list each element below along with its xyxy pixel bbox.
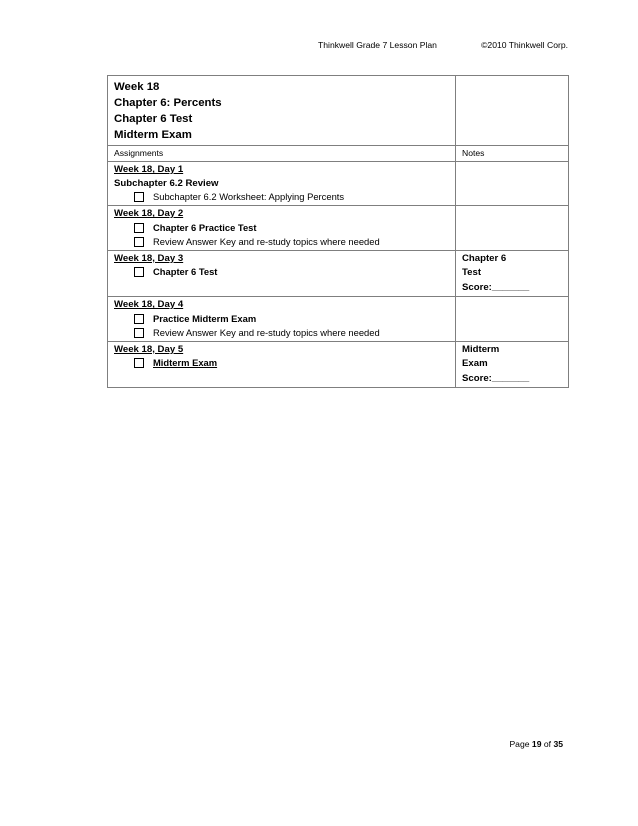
- day-row: [108, 250, 569, 297]
- task-item: [114, 326, 449, 340]
- day-assignments-cell: [108, 341, 456, 388]
- checkbox[interactable]: [134, 223, 144, 233]
- day-notes-cell: [456, 206, 569, 251]
- exam-title: Midterm Exam: [114, 129, 192, 141]
- day-title: Week 18, Day 1: [114, 164, 184, 175]
- page-number: 19: [531, 739, 542, 749]
- day-notes-cell: [456, 250, 569, 297]
- task-label: Practice Midterm Exam: [153, 312, 257, 324]
- test-title: Chapter 6 Test: [114, 113, 193, 125]
- day-title: Week 18, Day 5: [114, 343, 184, 355]
- day-assignments-cell: [108, 250, 456, 297]
- task-item: [114, 265, 449, 279]
- day-notes-cell: [456, 162, 569, 206]
- title-row: [108, 76, 569, 146]
- checkbox[interactable]: [134, 358, 144, 368]
- page-label: Page: [509, 739, 530, 749]
- day-assignments-cell: [108, 206, 456, 251]
- notes-header: Notes: [456, 146, 569, 162]
- of-label: of: [543, 739, 552, 749]
- task-label: Chapter 6 Practice Test: [153, 221, 257, 233]
- page-header: [318, 40, 568, 50]
- score-line: Score:_______: [462, 281, 530, 293]
- day-row: [108, 162, 569, 206]
- day-subtitle: Subchapter 6.2 Review: [114, 177, 219, 189]
- note-line: Midterm: [462, 343, 500, 355]
- checkbox[interactable]: [134, 314, 144, 324]
- day-title: Week 18, Day 2: [114, 208, 184, 219]
- task-label: Subchapter 6.2 Worksheet: Applying Percents: [153, 191, 345, 202]
- checkbox[interactable]: [134, 192, 144, 202]
- day-assignments-cell: [108, 297, 456, 342]
- task-item: [114, 312, 449, 326]
- page-total: 35: [553, 739, 563, 749]
- column-header-row: [108, 146, 569, 162]
- chapter-title: Chapter 6: Percents: [114, 97, 222, 109]
- day-title: Week 18, Day 3: [114, 252, 184, 264]
- checkbox[interactable]: [134, 237, 144, 247]
- day-row: [108, 341, 569, 388]
- title-cell: [108, 76, 456, 146]
- lesson-plan-table: [107, 75, 569, 388]
- document-title: Thinkwell Grade 7 Lesson Plan: [318, 40, 437, 50]
- task-item: [114, 190, 449, 204]
- task-label: Review Answer Key and re-study topics where needed: [153, 235, 380, 247]
- score-line: Score:_______: [462, 372, 530, 384]
- note-line: Chapter 6: [462, 252, 507, 264]
- assignments-header: Assignments: [108, 146, 456, 162]
- title-notes-cell: [456, 76, 569, 146]
- task-item: [114, 235, 449, 249]
- note-line: Test: [462, 267, 482, 278]
- day-row: [108, 206, 569, 251]
- checkbox[interactable]: [134, 328, 144, 338]
- day-assignments-cell: [108, 162, 456, 206]
- checkbox[interactable]: [134, 267, 144, 277]
- task-item: [114, 356, 449, 370]
- day-title: Week 18, Day 4: [114, 299, 184, 310]
- task-label: Review Answer Key and re-study topics where needed: [153, 326, 380, 338]
- copyright-notice: ©2010 Thinkwell Corp.: [481, 40, 568, 50]
- task-label: Chapter 6 Test: [153, 266, 218, 277]
- note-line: Exam: [462, 358, 488, 369]
- page-footer: [509, 739, 563, 749]
- day-notes-cell: [456, 297, 569, 342]
- week-title: Week 18: [114, 81, 160, 93]
- day-row: [108, 297, 569, 342]
- midterm-exam-link[interactable]: Midterm Exam: [153, 357, 218, 368]
- task-item: [114, 221, 449, 235]
- day-notes-cell: [456, 341, 569, 388]
